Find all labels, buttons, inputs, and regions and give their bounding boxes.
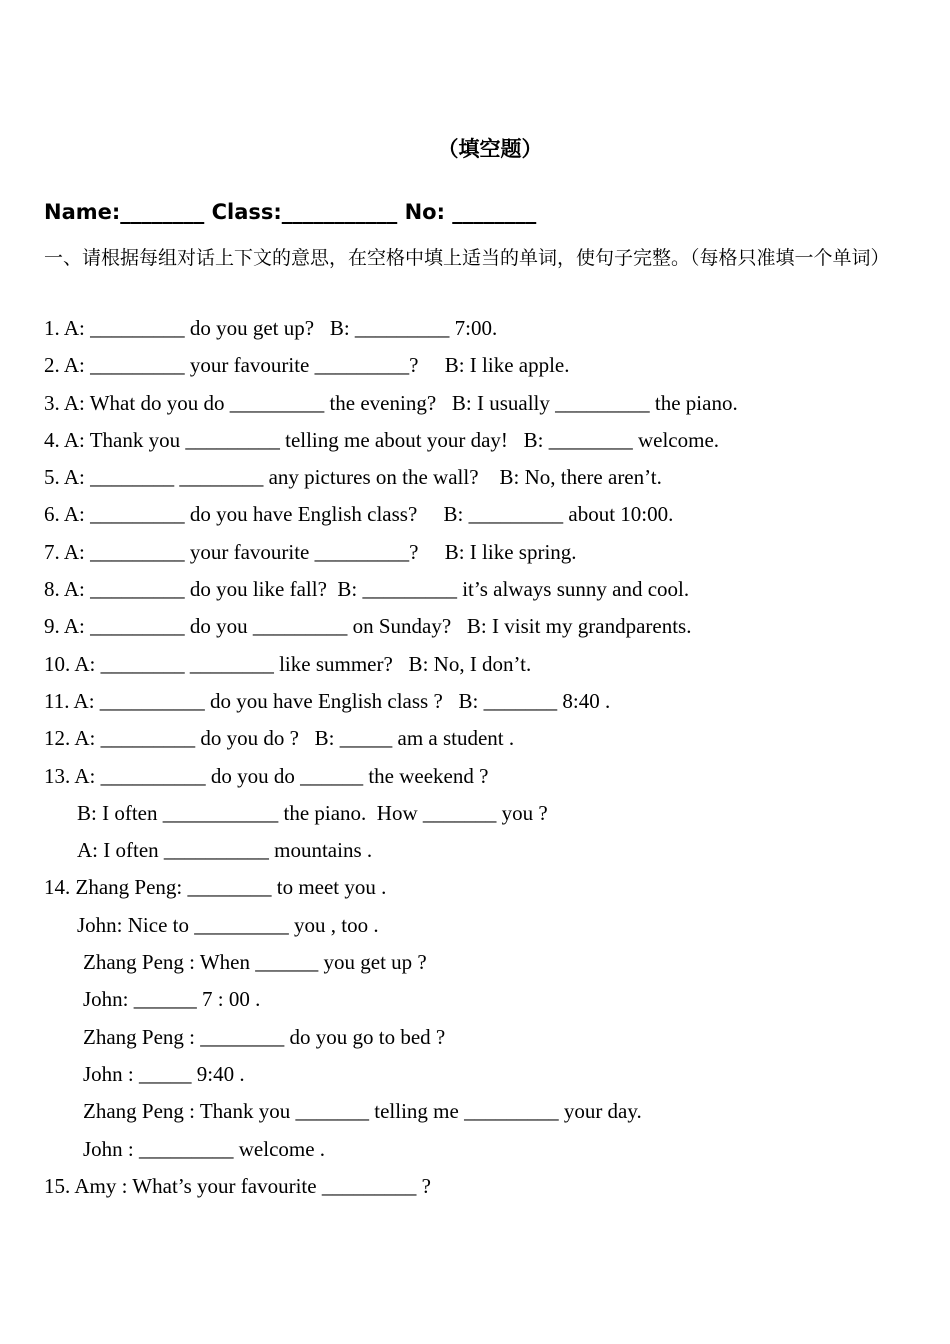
question-12: 12. A: _________ do you do ? B: _____ am a student .: [44, 726, 515, 751]
name-class-no-line: Name:________ Class:___________ No: ________: [44, 200, 537, 224]
question-14-line-4: John: ______ 7 : 00 .: [83, 987, 261, 1012]
question-14-line-6: John : _____ 9:40 .: [83, 1061, 245, 1086]
question-9: 9. A: _________ do you _________ on Sunday? B: I visit my grandparents.: [44, 614, 692, 639]
question-15: 15. Amy : What’s your favourite _________ ?: [44, 1173, 431, 1198]
instruction-text: 一、请根据每组对话上下文的意思，在空格中填上适当的单词，使句子完整。（每格只准填一个单词）: [44, 247, 890, 269]
question-6: 6. A: _________ do you have English class? B: _________ about 10:00.: [44, 502, 674, 527]
question-10: 10. A: ________ ________ like summer? B: No, I don’t.: [44, 651, 532, 676]
question-14-line-3: Zhang Peng : When ______ you get up ?: [83, 950, 427, 975]
question-8: 8. A: _________ do you like fall? B: _________ it’s always sunny and cool.: [44, 577, 690, 602]
question-11: 11. A: __________ do you have English class ? B: _______ 8:40 .: [44, 688, 611, 713]
question-14: 14. Zhang Peng: ________ to meet you .: [44, 875, 387, 900]
question-3: 3. A: What do you do _________ the evening? B: I usually _________ the piano.: [44, 390, 738, 415]
question-14-line-2: John: Nice to _________ you , too .: [77, 912, 379, 937]
question-14-line-8: John : _________ welcome .: [83, 1136, 326, 1161]
question-4: 4. A: Thank you _________ telling me about your day! B: ________ welcome.: [44, 427, 720, 452]
question-2: 2. A: _________ your favourite _________? B: I like apple.: [44, 353, 570, 378]
question-13-line-b: B: I often ___________ the piano. How _______ you ?: [77, 800, 548, 825]
question-13-line-a: A: I often __________ mountains .: [77, 838, 373, 863]
question-13: 13. A: __________ do you do ______ the weekend ?: [44, 763, 489, 788]
question-14-line-5: Zhang Peng : ________ do you go to bed ?: [83, 1024, 446, 1049]
question-list: [0, 313, 950, 1208]
question-7: 7. A: _________ your favourite _________? B: I like spring.: [44, 539, 577, 564]
question-1: 1. A: _________ do you get up? B: _________ 7:00.: [44, 316, 498, 340]
page-title: （填空题）: [437, 137, 543, 161]
question-14-line-7: Zhang Peng : Thank you _______ telling me _________ your day.: [83, 1099, 642, 1124]
question-5: 5. A: ________ ________ any pictures on the wall? B: No, there aren’t.: [44, 465, 662, 490]
